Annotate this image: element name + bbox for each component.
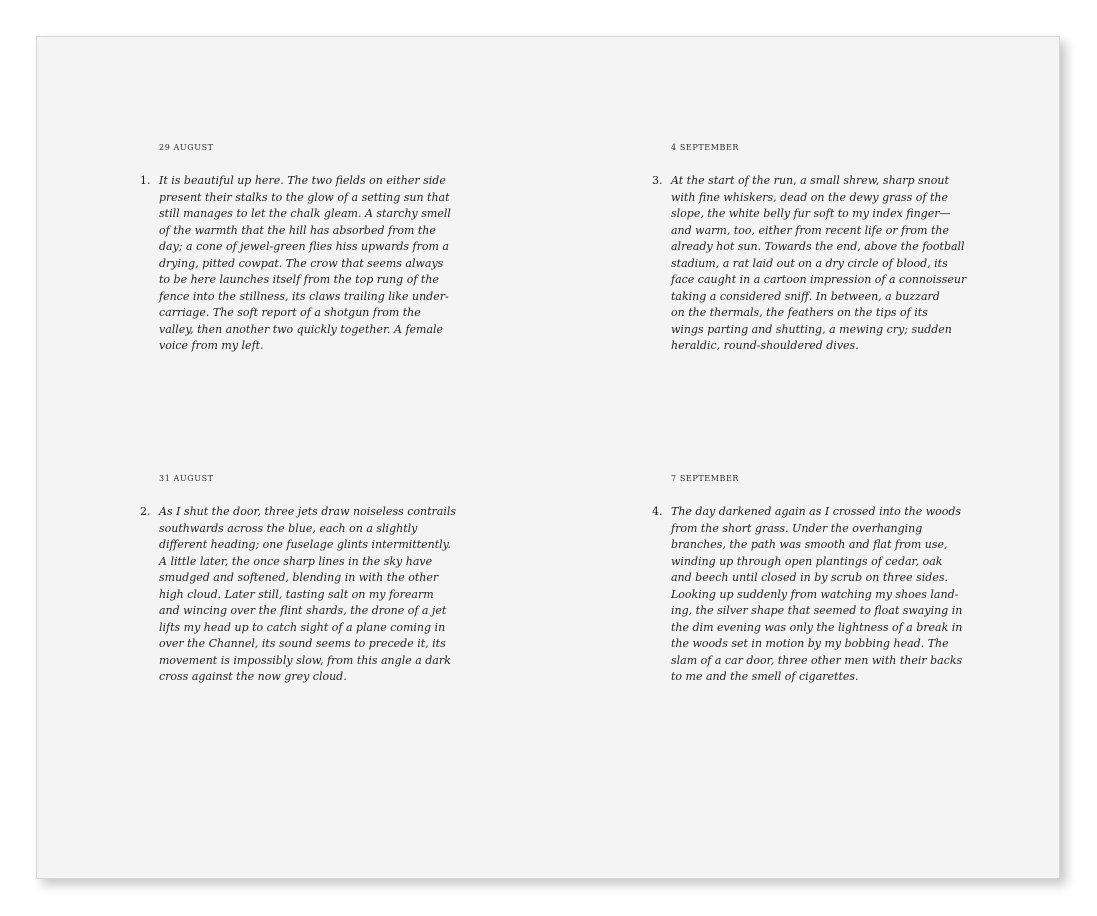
text-line: Looking up suddenly from watching my shoes land- [671,587,959,601]
entry-date: 31 AUGUST [159,474,214,483]
text-line: valley, then another two quickly together. A female [159,322,444,336]
text-line: and beech until closed in by scrub on three sides. [671,571,948,584]
entry-number: 1. [140,174,151,187]
text-line: It is beautiful up here. The two fields on either side [159,174,446,187]
text-line: over the Channel, its sound seems to precede it, its [159,637,446,650]
text-line: lifts my head up to catch sight of a plane coming in [159,620,446,634]
text-line: stadium, a rat laid out on a dry circle of blood, its [671,256,948,270]
text-line: to me and the smell of cigarettes. [671,670,859,683]
text-line: As I shut the door, three jets draw noiseless contrails [159,505,457,518]
text-line: At the start of the run, a small shrew, sharp snout [671,174,949,187]
text-line: present their stalks to the glow of a setting sun that [159,190,450,204]
text-line: still manages to let the chalk gleam. A starchy smell [159,207,451,220]
text-line: slam of a car door, three other men with their backs [671,653,963,667]
entry-number: 2. [140,505,151,518]
text-line: A little later, the once sharp lines in the sky have [159,554,433,568]
text-line: voice from my left. [159,339,264,352]
text-line: high cloud. Later still, tasting salt on my forearm [159,587,434,601]
text-line: slope, the white belly fur soft to my index finger— [671,207,951,220]
entry-date: 29 AUGUST [159,143,214,152]
text-line: taking a considered sniff. In between, a buzzard [671,289,940,303]
text-line: movement is impossibly slow, from this angle a dark [159,653,451,667]
entry-number: 4. [652,505,663,518]
entry-text [671,504,962,686]
text-line: already hot sun. Towards the end, above the football [671,240,965,253]
text-line: face caught in a cartoon impression of a connoisseur [671,273,967,286]
text-line: from the short grass. Under the overhanging [671,521,923,535]
text-line: winding up through open plantings of cedar, oak [671,554,943,568]
text-line: of the warmth that the hill has absorbed from the [159,223,436,237]
text-line: heraldic, round-shouldered dives. [671,339,859,352]
text-line: branches, the path was smooth and flat from use, [671,538,948,551]
entry-number: 3. [652,174,663,187]
text-line: to be here launches itself from the top rung of the [159,273,439,286]
text-line: with fine whiskers, dead on the dewy grass of the [671,190,948,204]
text-line: the woods set in motion by my bobbing head. The [671,637,949,650]
text-line: the dim evening was only the lightness of a break in [671,620,963,634]
entry-date: 7 SEPTEMBER [671,474,740,483]
text-line: smudged and softened, blending in with the other [159,571,439,584]
text-line: The day darkened again as I crossed into the woods [671,505,962,518]
entry-date: 4 SEPTEMBER [671,143,740,152]
text-line: fence into the stillness, its claws trailing like under- [159,289,449,303]
entry-text [159,504,456,686]
entry-text [159,173,451,355]
text-line: and wincing over the flint shards, the drone of a jet [159,604,447,617]
text-line: drying, pitted cowpat. The crow that seems always [159,256,444,270]
entry-text [671,173,966,355]
text-line: ing, the silver shape that seemed to float swaying in [671,604,963,617]
text-line: wings parting and shutting, a mewing cry; sudden [671,322,952,336]
text-line: southwards across the blue, each on a slightly [159,521,418,535]
text-line: day; a cone of jewel-green flies hiss upwards from a [159,240,449,253]
text-line: cross against the now grey cloud. [159,670,347,683]
text-line: carriage. The soft report of a shotgun from the [159,306,421,319]
text-line: different heading; one fuselage glints intermittently. [159,538,451,551]
text-line: on the thermals, the feathers on the tips of its [671,306,928,319]
book-spread [36,36,1060,879]
text-line: and warm, too, either from recent life or from the [671,223,949,237]
